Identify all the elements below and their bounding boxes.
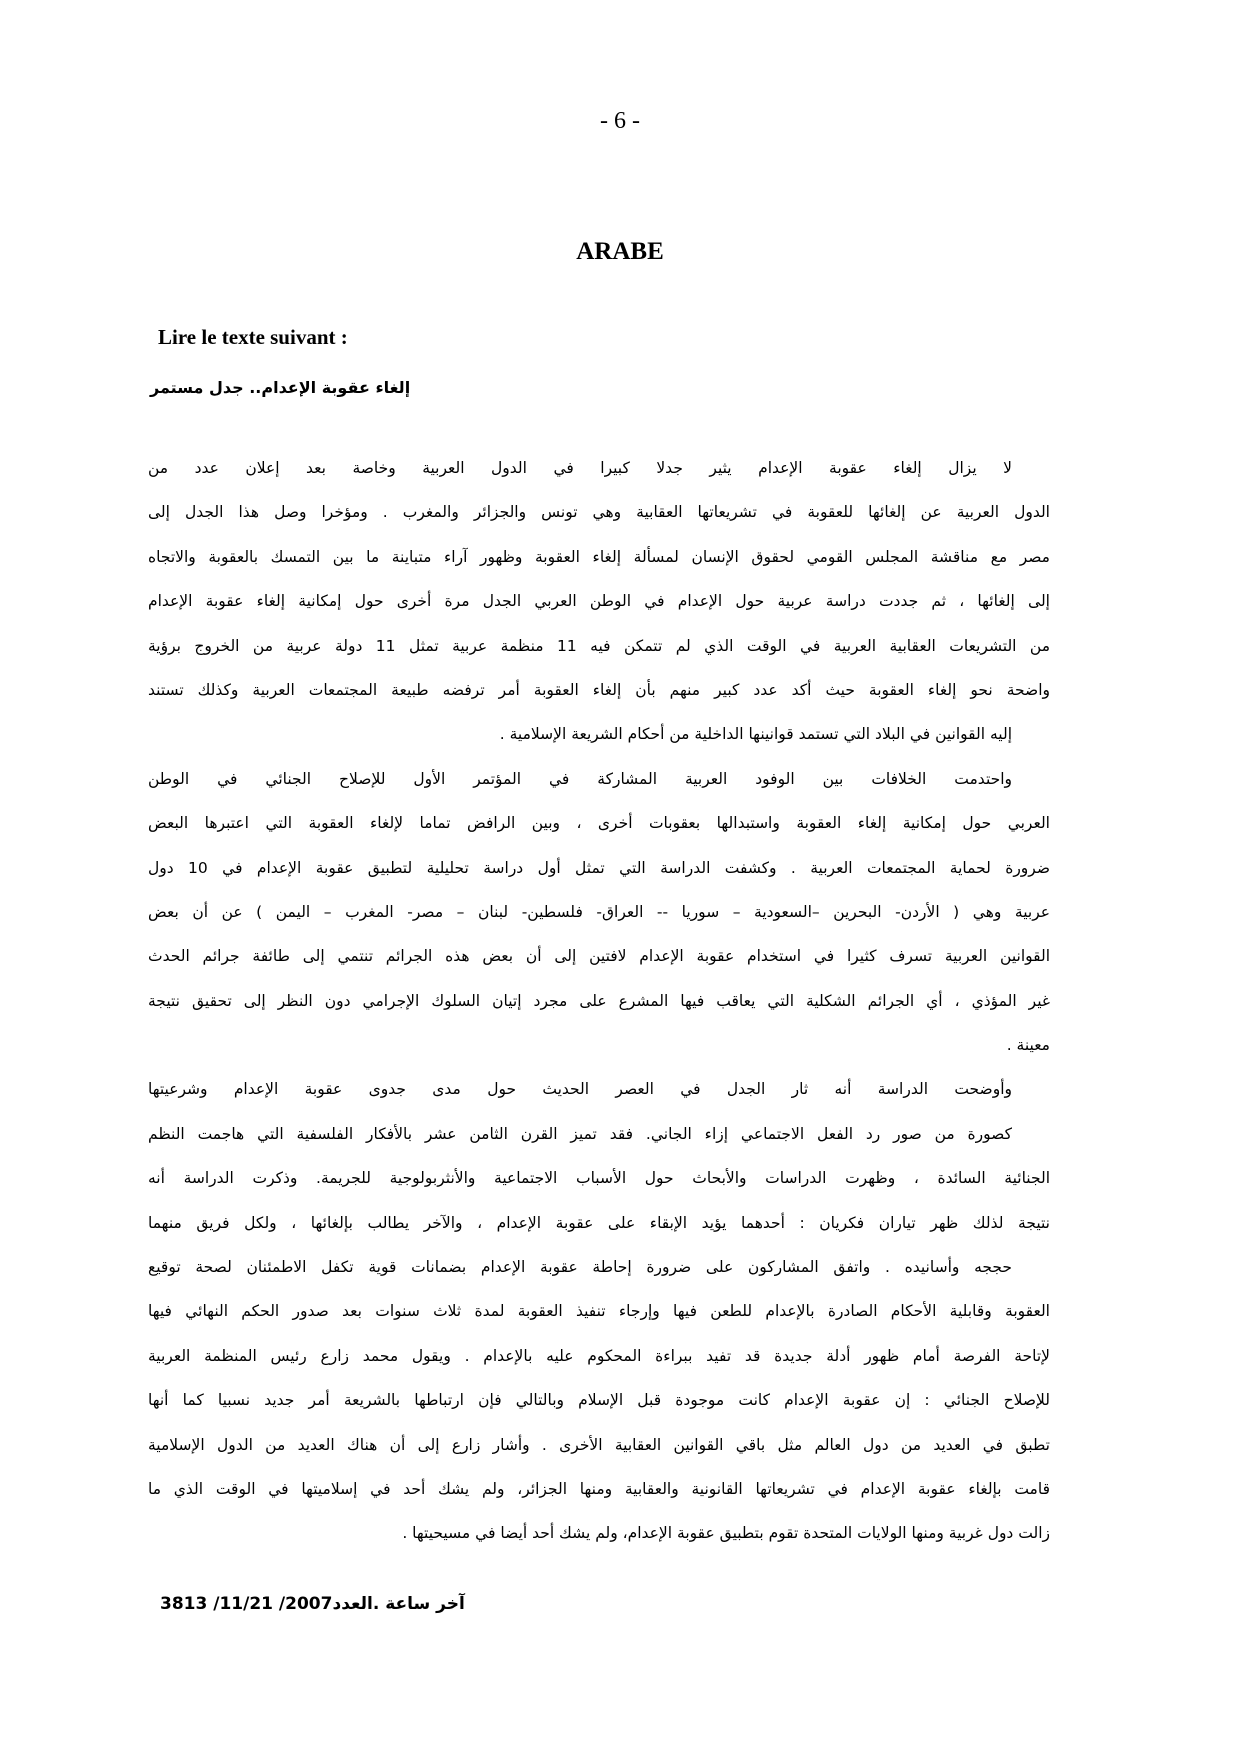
article-line: مصر مع مناقشة المجلس القومي لحقوق الإنسان لمسألة إلغاء العقوبة وظهور آراء متباينة ما بين التمسك بالعقوبة والاتجاه — [148, 547, 1050, 566]
section-title: ARABE — [576, 238, 664, 265]
article-line: إلى إلغائها ، ثم جددت دراسة عربية حول الإعدام في الوطن العربي الجدل مرة أخرى حول إمكانية إلغاء عقوبة الإعدام — [148, 592, 1050, 611]
instruction-heading: Lire le texte suivant : — [158, 325, 348, 349]
article-line: تطبق في العديد من دول العالم مثل باقي القوانين العقابية الأخرى . وأشار زارع إلى أن هناك العديد من الدول الإسلامية — [148, 1435, 1050, 1454]
article-line: عربية وهي ( الأردن- البحرين –السعودية – سوريا -- العراق- فلسطين- لبنان – مصر- المغرب – اليمن ) عن أن بعض — [148, 902, 1050, 921]
article-line: واضحة نحو إلغاء العقوبة حيث أكد عدد كبير منهم بأن إلغاء العقوبة أمر ترفضه طبيعة المجتمعات العربية وكذلك تستند — [148, 680, 1050, 699]
article-line: وأوضحت الدراسة أنه ثار الجدل في العصر الحديث حول مدى جدوى عقوبة الإعدام وشرعيتها — [148, 1080, 1012, 1099]
article-line: نتيجة لذلك ظهر تياران فكريان : أحدهما يؤيد الإبقاء على عقوبة الإعدام ، والآخر يطالب بإلغائها ، ولكل فريق منهما — [148, 1213, 1050, 1232]
article-line: معينة . — [1006, 1036, 1050, 1055]
article-line: للإصلاح الجنائي : إن عقوبة الإعدام كانت موجودة قبل الإسلام وبالتالي فإن ارتباطها بالشريعة أمر جديد نسبيا كما أنها — [148, 1391, 1050, 1410]
article-line: ضرورة لحماية المجتمعات العربية . وكشفت الدراسة التي تمثل أول دراسة تحليلية لتطبيق عقوبة الإعدام في 10 دول — [148, 858, 1050, 877]
article-line: واحتدمت الخلافات بين الوفود العربية المشاركة في المؤتمر الأول للإصلاح الجنائي في الوطن — [148, 769, 1012, 788]
article-line: لإتاحة الفرصة أمام ظهور أدلة جديدة قد تفيد ببراءة المحكوم عليه بالإعدام . ويقول محمد زارع رئيس المنظمة العربية — [148, 1346, 1050, 1365]
article-line: الجنائية السائدة ، وظهرت الدراسات والأبحاث حول الأسباب الاجتماعية والأنثربولوجية للجريمة. وذكرت الدراسة أنه — [148, 1169, 1050, 1188]
article-line: العربي حول إمكانية إلغاء العقوبة واستبدالها بعقوبات أخرى ، وبين الرافض تماما لإلغاء العقوبة التي اعتبرها البعض — [148, 814, 1050, 833]
article-line: زالت دول غربية ومنها الولايات المتحدة تقوم بتطبيق عقوبة الإعدام، ولم يشك أحد أيضا في مسيحيتها . — [402, 1524, 1050, 1543]
article-line: لا يزال إلغاء عقوبة الإعدام يثير جدلا كبيرا في الدول العربية وخاصة بعد إعلان عدد من — [148, 459, 1012, 477]
page-number: - 6 - — [600, 108, 640, 134]
article-line: كصورة من صور رد الفعل الاجتماعي إزاء الجاني. فقد تميز القرن الثامن عشر بالأفكار الفلسفية التي هاجمت النظم — [148, 1124, 1012, 1143]
article-line: قامت بإلغاء عقوبة الإعدام في تشريعاتها القانونية والعقابية ومنها الجزائر، ولم يشك أحد في إسلاميتها في الوقت الذي ما — [148, 1479, 1050, 1498]
article-line: من التشريعات العقابية العربية في الوقت الذي لم تتمكن فيه 11 منظمة عربية تمثل 11 دولة عربية من الخروج برؤية — [148, 636, 1051, 655]
article-line: إليه القوانين في البلاد التي تستمد قوانينها الداخلية من أحكام الشريعة الإسلامية . — [499, 725, 1012, 744]
article-line: العقوبة وقابلية الأحكام الصادرة بالإعدام للطعن فيها وإرجاء تنفيذ العقوبة لمدة ثلاث سنوات بعد صدور الحكم النهائي فيها — [148, 1302, 1050, 1321]
source-footer: آخر ساعة .العدد2007/ 11/21/ 3813 — [160, 1594, 465, 1614]
article-line: القوانين العربية تسرف كثيرا في استخدام عقوبة الإعدام لافتين إلى أن بعض هذه الجرائم تنتمي إلى طائفة جرائم الحدث — [148, 947, 1050, 966]
article-body — [148, 446, 1050, 1556]
article-line: حججه وأسانيده . واتفق المشاركون على ضرورة إحاطة عقوبة الإعدام بضمانات قوية تكفل الاطمئنان لصحة توقيع — [148, 1258, 1012, 1277]
article-line: الدول العربية عن إلغائها للعقوبة في تشريعاتها العقابية وهي تونس والجزائر والمغرب . ومؤخرا وصل هذا الجدل إلى — [148, 503, 1050, 522]
article-line: غير المؤذي ، أي الجرائم الشكلية التي يعاقب فيها المشرع على مجرد إتيان السلوك الإجرامي دون النظر إلى تحقيق نتيجة — [148, 991, 1050, 1010]
article-title: إلغاء عقوبة الإعدام.. جدل مستمر — [150, 378, 411, 397]
